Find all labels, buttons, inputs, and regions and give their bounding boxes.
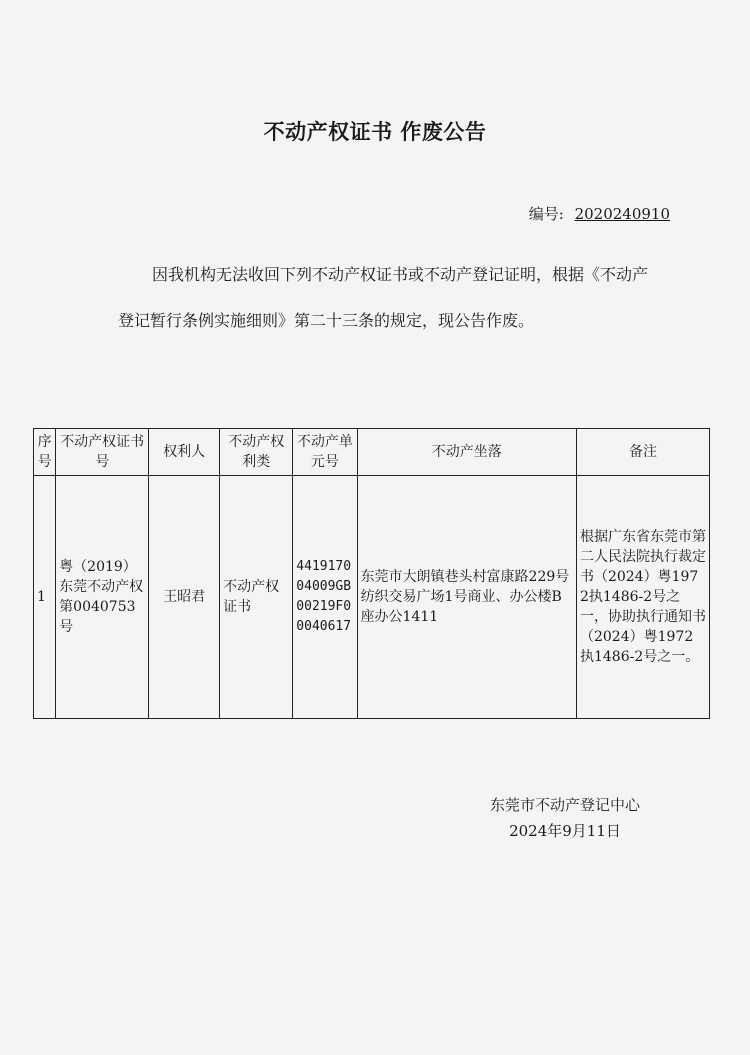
header-right-type: 不动产权利类 bbox=[220, 429, 293, 476]
document-number-value: 2020240910 bbox=[574, 205, 670, 223]
cell-cert-no: 粤（2019）东莞不动产权第0040753号 bbox=[56, 476, 149, 719]
header-cert-no: 不动产权证书号 bbox=[56, 429, 149, 476]
cell-owner: 王昭君 bbox=[149, 476, 220, 719]
table-row bbox=[34, 476, 710, 719]
page-title: 不动产权证书 作废公告 bbox=[263, 120, 487, 144]
notice-body-text: 因我机构无法收回下列不动产权证书或不动产登记证明，根据《不动产登记暂行条例实施细则》第二十三条的规定，现公告作废。 bbox=[118, 265, 649, 330]
table-header-row bbox=[34, 429, 710, 476]
header-note: 备注 bbox=[576, 429, 709, 476]
cell-right-type: 不动产权证书 bbox=[220, 476, 293, 719]
document-number bbox=[529, 203, 670, 224]
revoked-certificate-table bbox=[33, 428, 710, 719]
document-number-label: 编号: bbox=[528, 205, 564, 223]
issuer-organization: 东莞市不动产登记中心 bbox=[489, 796, 640, 814]
cell-unit-no: 441917004009GB00219F00040617 bbox=[293, 476, 357, 719]
header-owner: 权利人 bbox=[149, 429, 220, 476]
issue-date: 2024年9月11日 bbox=[509, 822, 621, 840]
issuer-block bbox=[490, 792, 640, 844]
cell-location: 东莞市大朗镇巷头村富康路229号纺织交易广场1号商业、办公楼B座办公1411 bbox=[357, 476, 576, 719]
cell-seq: 1 bbox=[34, 476, 56, 719]
cell-note: 根据广东省东莞市第二人民法院执行裁定书（2024）粤1972执1486-2号之一，协助执行通知书（2024）粤1972执1486-2号之一。 bbox=[576, 476, 709, 719]
header-location: 不动产坐落 bbox=[357, 429, 576, 476]
header-unit-no: 不动产单元号 bbox=[293, 429, 357, 476]
notice-body bbox=[118, 252, 648, 344]
header-seq: 序号 bbox=[34, 429, 56, 476]
